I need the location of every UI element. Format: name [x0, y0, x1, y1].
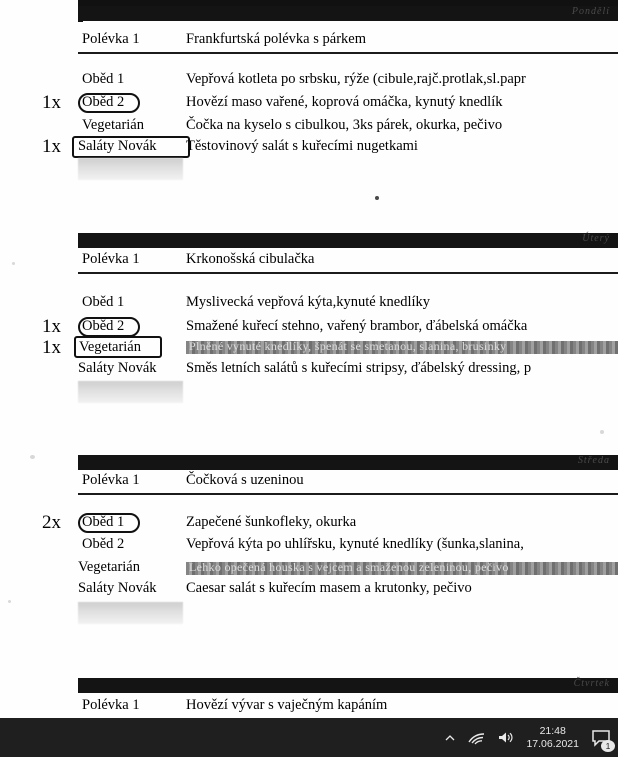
system-tray: [443, 718, 612, 757]
row-label: Saláty Novák: [78, 580, 157, 596]
row-label: Vegetarián: [78, 559, 140, 575]
scan-speckle: [12, 262, 15, 265]
row-label: Oběd 1: [82, 71, 125, 87]
day-header-bar: [78, 233, 618, 248]
row-description-overprinted: [186, 341, 618, 354]
row-description: Caesar salát s kuřecím masem a krutonky, pečivo: [186, 580, 472, 596]
row-description: Hovězí vývar s vaječným kapáním: [186, 697, 388, 713]
row-description: Čočková s uzeninou: [186, 472, 304, 488]
row-description: Směs letních salátů s kuřecími stripsy, ďábelský dressing, p: [186, 360, 532, 376]
day-name: Čtvrtek: [573, 678, 610, 689]
row-label: Vegetarián: [79, 339, 141, 355]
row-description: Těstovinový salát s kuřecími nugetkami: [186, 138, 418, 154]
row-description: Hovězí maso vařené, koprová omáčka, kynutý knedlík: [186, 94, 503, 110]
row-label: Oběd 1: [82, 514, 125, 530]
row-label: Saláty Novák: [78, 138, 157, 154]
notification-count: 1: [601, 740, 615, 752]
scan-smudge: [78, 602, 183, 624]
row-description: Frankfurtská polévka s párkem: [186, 31, 366, 47]
row-label: Polévka 1: [82, 697, 140, 713]
day-header-bar: [78, 678, 618, 693]
clock[interactable]: [526, 725, 579, 749]
row-label: Polévka 1: [82, 251, 140, 267]
chevron-up-icon[interactable]: [443, 731, 457, 745]
scan-smudge: [78, 381, 183, 403]
day-name: Úterý: [582, 233, 610, 244]
day-header-bar: [78, 6, 618, 21]
row-description: Zapečené šunkofleky, okurka: [186, 514, 357, 530]
row-label: Vegetarián: [82, 117, 144, 133]
row-description: Lehko opečená houska s vejcem a smaženou zeleninou, pečivo: [189, 560, 509, 574]
row-label: Saláty Novák: [78, 360, 157, 376]
speaker-icon[interactable]: [497, 730, 515, 745]
row-description: Vepřová kotleta po srbsku, rýže (cibule,rajč.protlak,sl.papr: [186, 71, 526, 87]
quantity-mark: 1x: [42, 337, 61, 358]
row-label: Oběd 2: [82, 536, 125, 552]
scan-speckle: [8, 600, 11, 603]
row-description-overprinted: [186, 562, 618, 575]
divider: [78, 493, 618, 495]
divider: [78, 272, 618, 274]
row-description: Smažené kuřecí stehno, vařený brambor, ďábelská omáčka: [186, 318, 528, 334]
row-description: Vepřová kýta po uhlířsku, kynuté knedlíky (šunka,slanina,: [186, 536, 524, 552]
row-description: Myslivecká vepřová kýta,kynuté knedlíky: [186, 294, 431, 310]
row-description: Čočka na kyselo s cibulkou, 3ks párek, okurka, pečivo: [186, 117, 503, 133]
day-name: Pondělí: [571, 6, 610, 17]
day-header-bar: [78, 455, 618, 470]
row-description: Plněné vynuté knedlíky, špenát se smetanou, slanina, brusinky: [189, 339, 507, 353]
clock-time: 21:48: [539, 725, 566, 738]
quantity-mark: 1x: [42, 92, 61, 113]
scan-smudge: [78, 158, 183, 180]
divider: [78, 52, 618, 54]
row-label: Oběd 2: [82, 94, 125, 110]
scan-speckle: [600, 430, 604, 434]
clock-date: 17.06.2021: [526, 737, 579, 750]
row-label: Polévka 1: [82, 472, 140, 488]
notification-icon[interactable]: [590, 727, 612, 749]
row-label: Oběd 2: [82, 318, 125, 334]
row-label: Polévka 1: [82, 31, 140, 47]
scan-speckle: [375, 196, 379, 200]
row-description: Krkonošská cibulačka: [186, 251, 315, 267]
quantity-mark: 1x: [42, 316, 61, 337]
taskbar: [0, 718, 618, 757]
scan-speckle: [30, 455, 35, 459]
day-name: Středa: [577, 455, 610, 466]
wifi-icon[interactable]: [468, 731, 486, 745]
quantity-mark: 2x: [42, 512, 61, 533]
row-label: Oběd 1: [82, 294, 125, 310]
quantity-mark: 1x: [42, 136, 61, 157]
